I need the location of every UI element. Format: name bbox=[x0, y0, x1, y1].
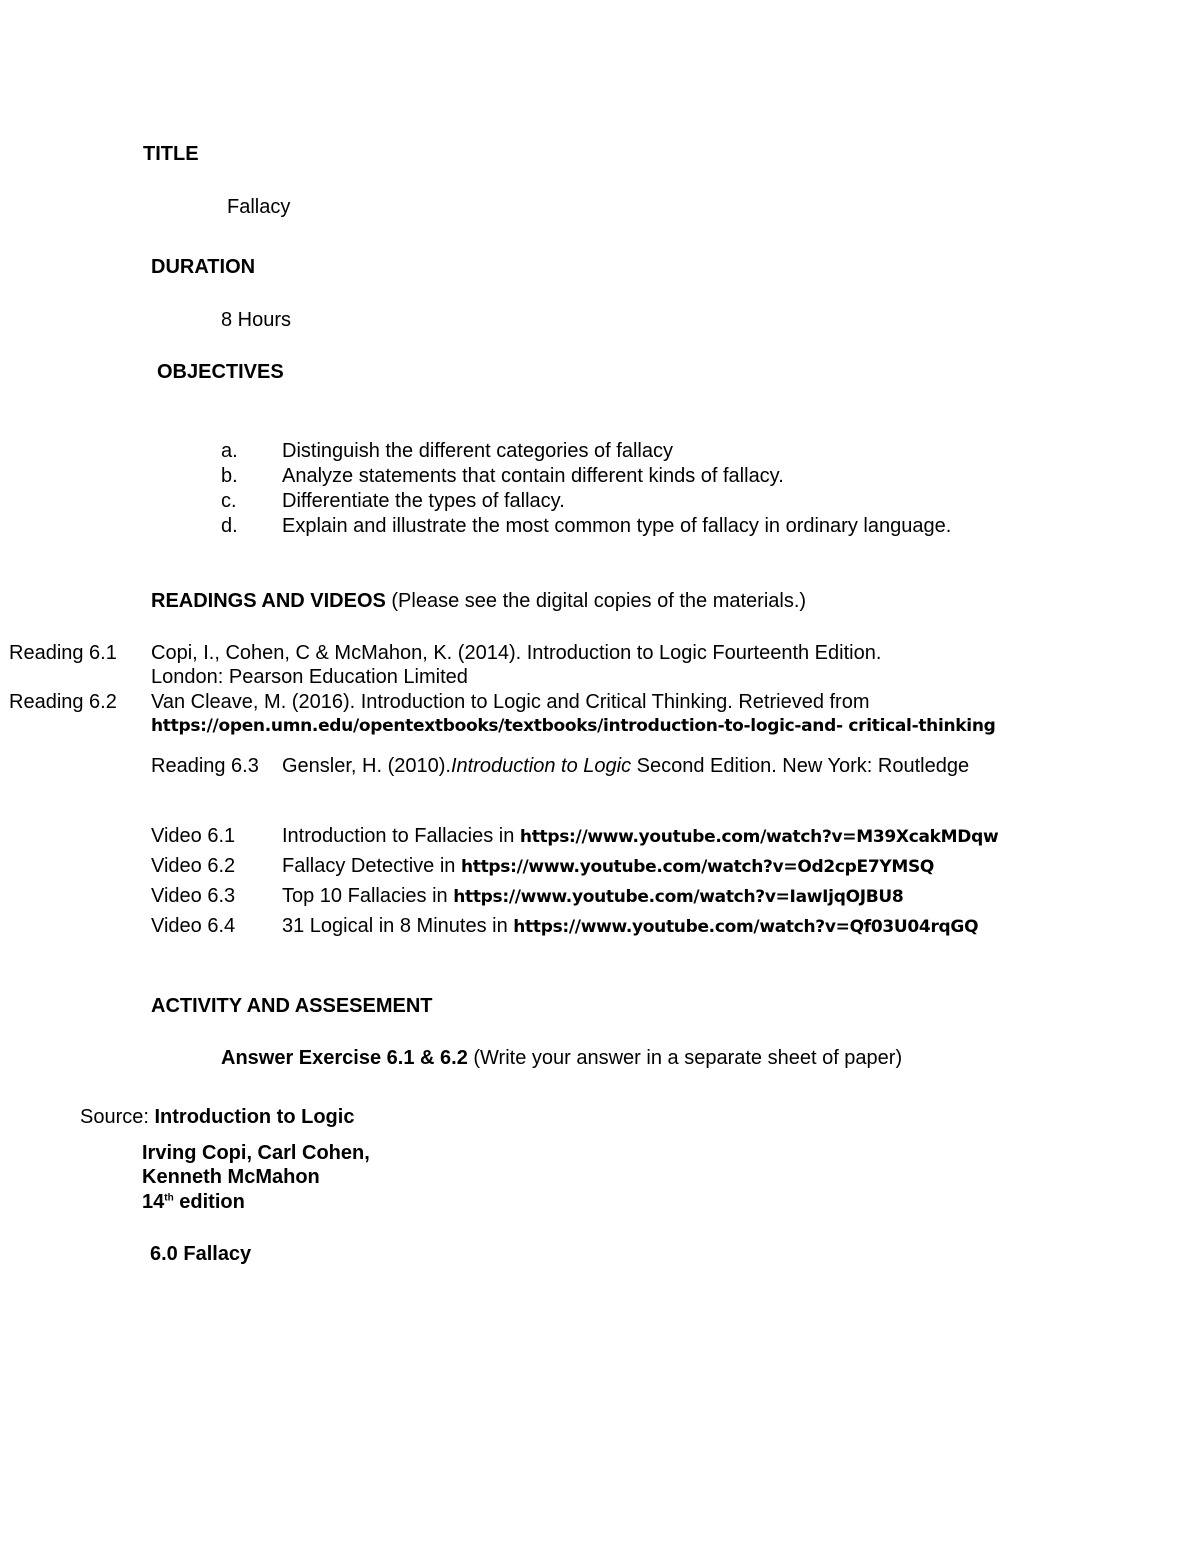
readings-heading-line bbox=[151, 589, 806, 613]
source-label: Source: bbox=[80, 1106, 155, 1128]
activity-task-note: (Write your answer in a separate sheet of paper) bbox=[467, 1047, 903, 1069]
reading-citation: Van Cleave, M. (2016). Introduction to Logic and Critical Thinking. Retrieved from bbox=[151, 691, 870, 713]
video-link[interactable]: https://www.youtube.com/watch?v=Od2cpE7YMSQ bbox=[460, 857, 935, 877]
reading-citation-cont: London: Pearson Education Limited bbox=[151, 666, 468, 688]
reading-link[interactable]: https://open.umn.edu/opentextbooks/textbooks/introduction-to-logic-and- critical-thinking bbox=[151, 716, 996, 736]
title-value: Fallacy bbox=[227, 196, 291, 218]
video-link[interactable]: https://www.youtube.com/watch?v=IawIjqOJBU8 bbox=[453, 887, 904, 907]
objective-text: Analyze statements that contain different kinds of fallacy. bbox=[282, 465, 784, 487]
video-link[interactable]: https://www.youtube.com/watch?v=M39XcakMDqw bbox=[519, 827, 999, 847]
source-line bbox=[80, 1105, 354, 1129]
source-book: Introduction to Logic bbox=[154, 1106, 355, 1128]
video-title: 31 Logical in 8 Minutes in bbox=[282, 915, 514, 937]
reading-label: Reading 6.3 bbox=[151, 755, 259, 777]
objective-text: Differentiate the types of fallacy. bbox=[282, 490, 565, 512]
video-label: Video 6.2 bbox=[151, 855, 236, 877]
activity-task bbox=[221, 1046, 902, 1070]
objective-marker: c. bbox=[221, 490, 237, 512]
source-authors-cont: Kenneth McMahon bbox=[142, 1166, 320, 1188]
reading-label: Reading 6.2 bbox=[9, 691, 117, 713]
title-heading: TITLE bbox=[143, 143, 199, 165]
duration-heading: DURATION bbox=[151, 256, 256, 278]
edition-number: 14 bbox=[142, 1191, 165, 1213]
citation-author: Gensler, H. (2010). bbox=[282, 755, 451, 777]
video-entry bbox=[282, 854, 934, 878]
objective-marker: b. bbox=[221, 465, 238, 487]
video-entry bbox=[282, 914, 978, 938]
activity-task-title: Answer Exercise 6.1 & 6.2 bbox=[221, 1047, 468, 1069]
edition-suffix: th bbox=[164, 1192, 174, 1204]
objectives-heading: OBJECTIVES bbox=[157, 361, 284, 383]
source-edition bbox=[142, 1190, 245, 1214]
source-authors: Irving Copi, Carl Cohen, bbox=[142, 1142, 370, 1164]
video-title: Introduction to Fallacies in bbox=[282, 825, 520, 847]
reading-label: Reading 6.1 bbox=[9, 642, 117, 664]
video-title: Top 10 Fallacies in bbox=[282, 885, 454, 907]
video-label: Video 6.3 bbox=[151, 885, 236, 907]
citation-title: Introduction to Logic bbox=[450, 755, 632, 777]
duration-value: 8 Hours bbox=[221, 309, 292, 331]
video-entry bbox=[282, 824, 998, 848]
readings-note: (Please see the digital copies of the materials.) bbox=[385, 590, 807, 612]
video-link[interactable]: https://www.youtube.com/watch?v=Qf03U04rqGQ bbox=[513, 917, 979, 937]
reading-citation: Copi, I., Cohen, C & McMahon, K. (2014). Introduction to Logic Fourteenth Edition. bbox=[151, 642, 882, 664]
objective-text: Distinguish the different categories of fallacy bbox=[282, 440, 673, 462]
readings-heading: READINGS AND VIDEOS bbox=[151, 590, 386, 612]
activity-heading: ACTIVITY AND ASSESEMENT bbox=[151, 995, 433, 1017]
citation-publisher: Second Edition. New York: Routledge bbox=[631, 755, 970, 777]
section-title: 6.0 Fallacy bbox=[150, 1243, 252, 1265]
objective-marker: a. bbox=[221, 440, 238, 462]
video-entry bbox=[282, 884, 903, 908]
video-label: Video 6.1 bbox=[151, 825, 236, 847]
objective-text: Explain and illustrate the most common type of fallacy in ordinary language. bbox=[282, 515, 952, 537]
objective-marker: d. bbox=[221, 515, 238, 537]
video-title: Fallacy Detective in bbox=[282, 855, 461, 877]
video-label: Video 6.4 bbox=[151, 915, 236, 937]
edition-word: edition bbox=[173, 1191, 245, 1213]
reading-citation bbox=[282, 754, 969, 778]
